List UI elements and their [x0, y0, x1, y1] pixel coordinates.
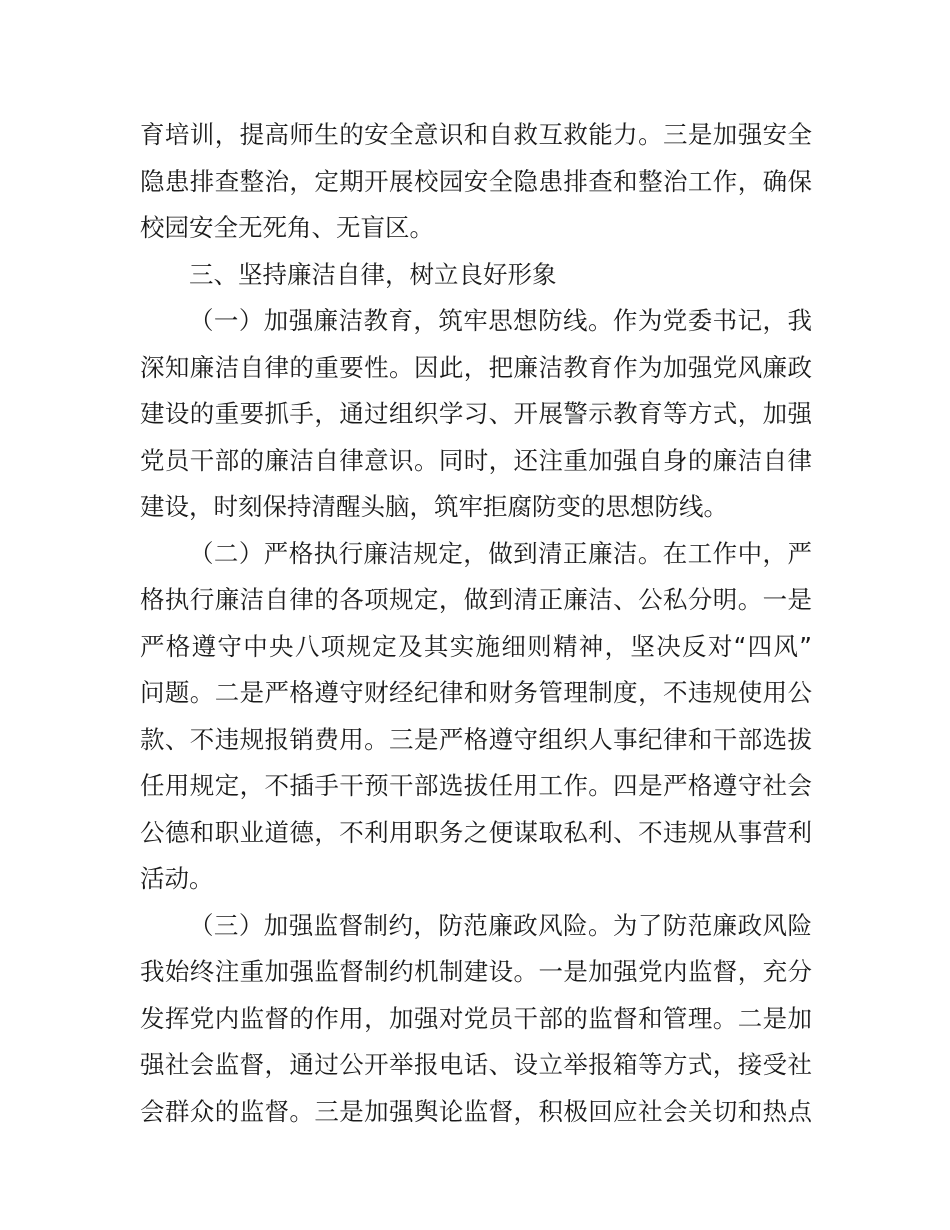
- text-line: 活动。: [140, 864, 214, 893]
- text-line: 任用规定，不插手干预干部选拔任用工作。四是严格遵守社会: [140, 771, 812, 800]
- paragraph-safety-tail: [140, 112, 812, 252]
- text-line: 建设，时刻保持清醒头脑，筑牢拒腐防变的思想防线。: [140, 492, 728, 521]
- text-line: 建设的重要抓手，通过组织学习、开展警示教育等方式，加强: [140, 399, 812, 428]
- paragraph-3-1: [140, 298, 812, 531]
- text-line: 强社会监督，通过公开举报电话、设立举报箱等方式，接受社: [140, 1050, 812, 1079]
- text-line: 严格遵守中央八项规定及其实施细则精神，坚决反对“四风”: [140, 631, 812, 661]
- text-line: 款、不违规报销费用。三是严格遵守组织人事纪律和干部选拔: [140, 724, 812, 754]
- section-heading: [140, 252, 812, 299]
- text-line: 公德和职业道德，不利用职务之便谋取私利、不违规从事营利: [140, 817, 812, 847]
- document-body: [140, 112, 812, 1135]
- text-line: 党员干部的廉洁自律意识。同时，还注重加强自身的廉洁自律: [140, 445, 812, 475]
- text-line: （二）严格执行廉洁规定，做到清正廉洁。在工作中，严: [189, 538, 812, 568]
- text-line: 我始终注重加强监督制约机制建设。一是加强党内监督，充分: [140, 957, 812, 986]
- text-line: 隐患排查整治，定期开展校园安全隐患排查和整治工作，确保: [140, 166, 812, 196]
- text-line: 问题。二是严格遵守财经纪律和财务管理制度，不违规使用公: [140, 678, 812, 707]
- text-line: 校园安全无死角、无盲区。: [140, 213, 434, 242]
- paragraph-3-3: [140, 903, 812, 1136]
- text-line: 育培训，提高师生的安全意识和自救互救能力。三是加强安全: [140, 120, 812, 149]
- text-line: 会群众的监督。三是加强舆论监督，积极回应社会关切和热点: [140, 1096, 812, 1126]
- text-line: （一）加强廉洁教育，筑牢思想防线。作为党委书记，我: [189, 306, 812, 335]
- paragraph-3-2: [140, 531, 812, 903]
- text-line: （三）加强监督制约，防范廉政风险。为了防范廉政风险: [189, 910, 812, 940]
- text-line: 深知廉洁自律的重要性。因此，把廉洁教育作为加强党风廉政: [140, 352, 812, 382]
- text-line: 发挥党内监督的作用，加强对党员干部的监督和管理。二是加: [140, 1003, 812, 1033]
- section-heading-text: 三、坚持廉洁自律，树立良好形象: [189, 259, 557, 289]
- text-line: 格执行廉洁自律的各项规定，做到清正廉洁、公私分明。一是: [140, 585, 812, 614]
